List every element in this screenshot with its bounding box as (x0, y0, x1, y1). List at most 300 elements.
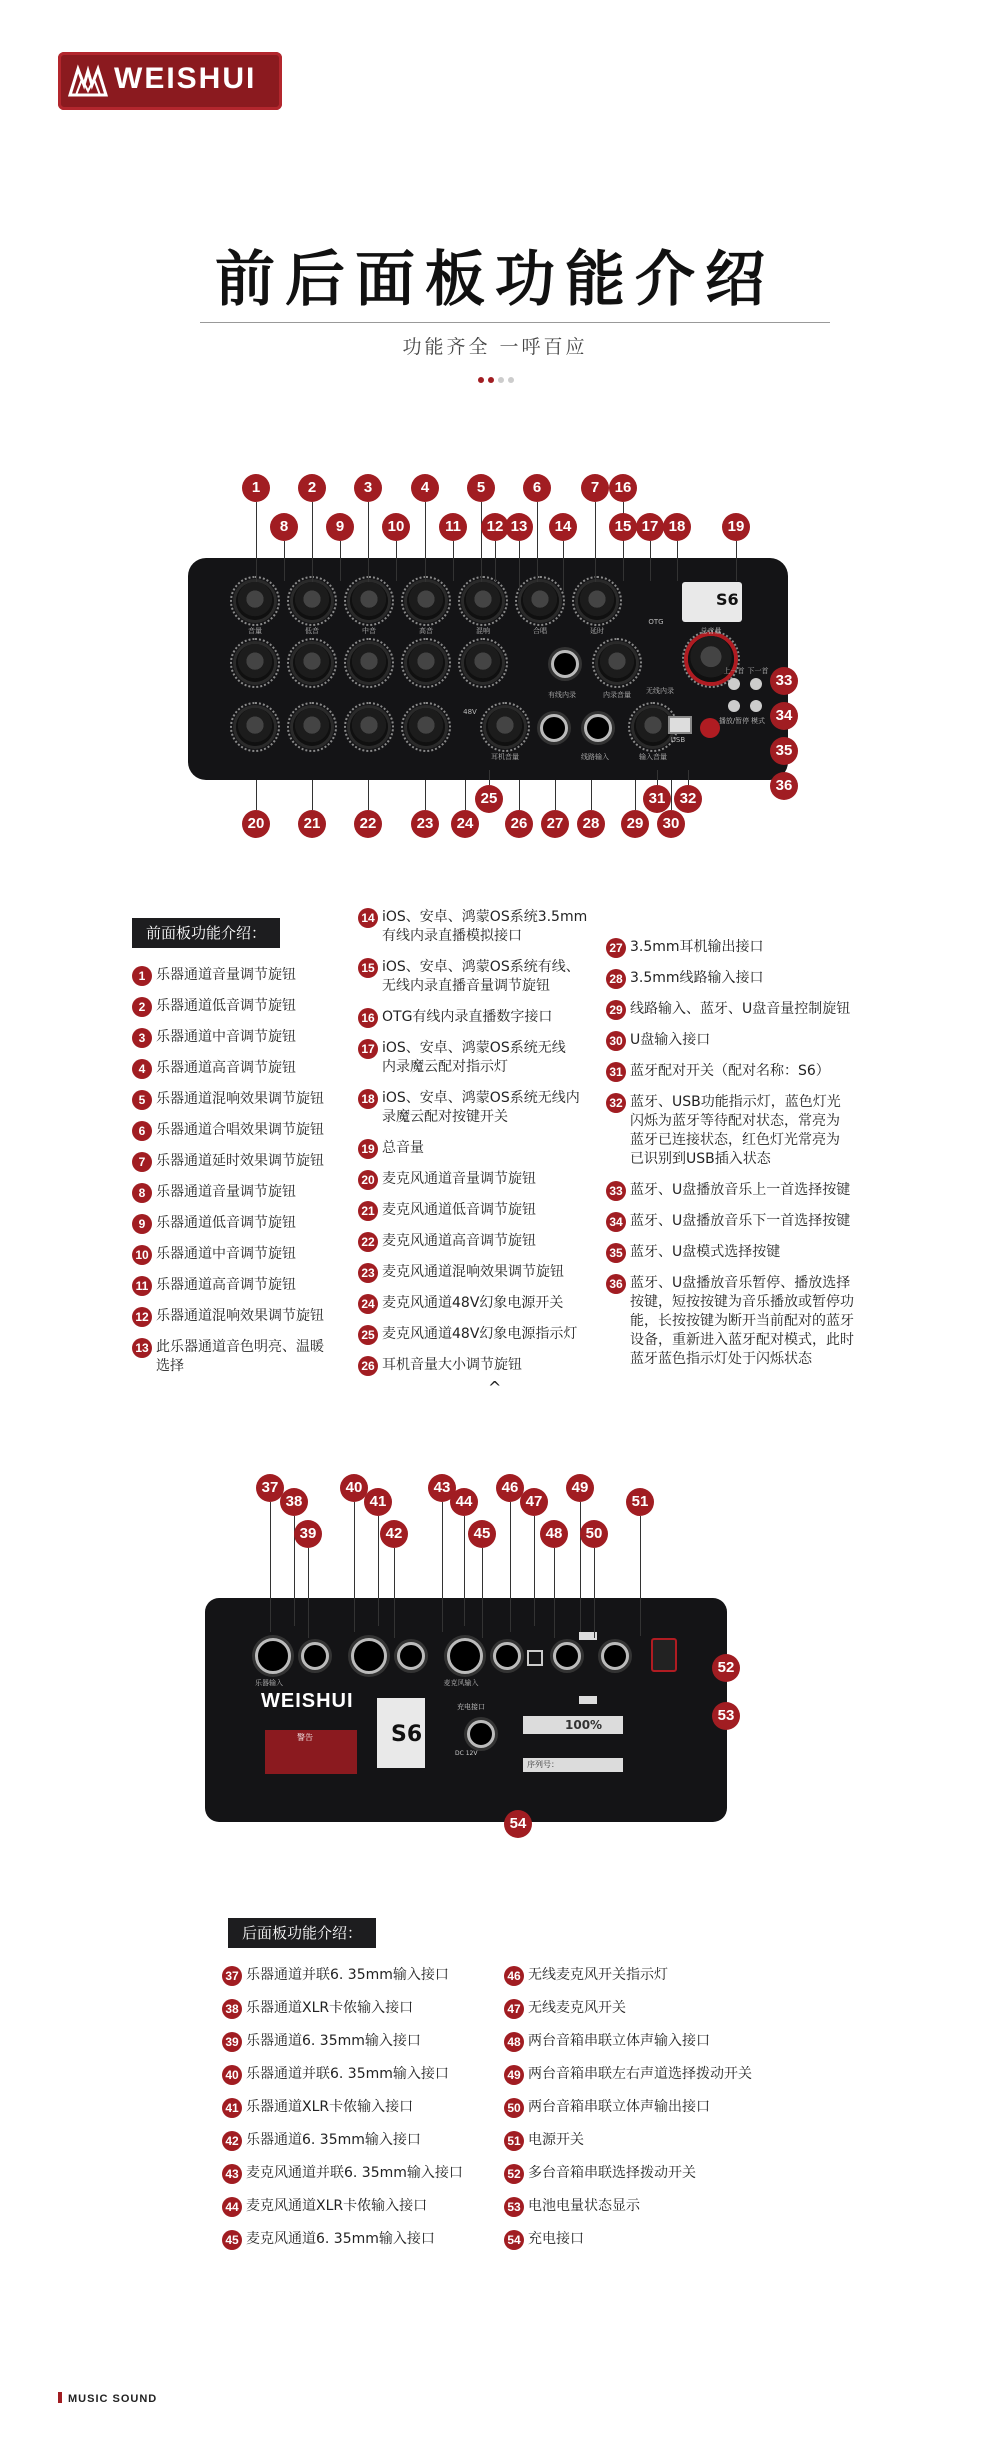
label-bt-rec: 有线内录 (548, 691, 576, 699)
knob-instrument2-treble[interactable] (407, 644, 445, 682)
label-mode: 模式 (751, 717, 765, 725)
jack-mic-635-parallel[interactable] (447, 1638, 483, 1674)
legend-item-47 (504, 1999, 794, 2018)
legend-number: 26 (358, 1356, 378, 1376)
callout-line (465, 780, 466, 810)
callout-line (378, 1516, 379, 1626)
knob-headphone-volume[interactable] (486, 708, 524, 746)
label-master: 总音量 (700, 627, 722, 635)
legend-number: 53 (504, 2197, 524, 2217)
legend-text: 乐器通道音量调节旋钮 (156, 967, 296, 983)
legend-item-6 (132, 1121, 352, 1140)
legend-text: 麦克风通道6. 35mm输入接口 (246, 2231, 435, 2247)
callout-line (635, 780, 636, 810)
legend-text: 乐器通道延时效果调节旋钮 (156, 1153, 324, 1169)
knob-instrument2-reverb[interactable] (464, 644, 502, 682)
knob-mic-treble[interactable] (350, 708, 388, 746)
legend-number: 54 (504, 2230, 524, 2250)
callout-line (340, 541, 341, 581)
legend-item-44 (222, 2197, 482, 2216)
legend-text: 麦克风通道音量调节旋钮 (382, 1171, 536, 1187)
legend-text: 乐器通道XLR卡侬输入接口 (246, 2000, 414, 2016)
callout-line (284, 541, 285, 581)
legend-text: 两台音箱串联立体声输入接口 (528, 2033, 710, 2049)
legend-text: 乐器通道混响效果调节旋钮 (156, 1308, 324, 1324)
legend-item-34 (606, 1212, 896, 1231)
legend-number: 11 (132, 1276, 152, 1296)
legend-item-31 (606, 1062, 896, 1081)
legend-text: 无线麦克风开关 (528, 2000, 626, 2016)
callout-line (623, 541, 624, 581)
legend-text: 麦克风通道并联6. 35mm输入接口 (246, 2165, 463, 2181)
legend-number: 36 (606, 1274, 626, 1294)
legend-item-2 (132, 997, 352, 1016)
legend-text: 麦克风通道低音调节旋钮 (382, 1202, 536, 1218)
page-title: 前后面板功能介绍 (215, 245, 775, 315)
callout-badge-32: 32 (674, 785, 702, 813)
mode-button[interactable] (750, 700, 762, 712)
legend-text: 乐器通道6. 35mm输入接口 (246, 2132, 421, 2148)
legend-text: 乐器通道XLR卡侬输入接口 (246, 2099, 414, 2115)
callout-line (595, 502, 596, 582)
callout-badge-13: 13 (505, 513, 533, 541)
legend-number: 49 (504, 2065, 524, 2085)
knob-instrument-treble[interactable] (407, 582, 445, 620)
legend-text: iOS、安卓、鸿蒙OS系统有线、 无线内录直播音量调节旋钮 (382, 959, 580, 994)
callout-badge-17: 17 (636, 513, 664, 541)
callout-badge-26: 26 (505, 810, 533, 838)
legend-number: 33 (606, 1181, 626, 1201)
knob-mic-reverb[interactable] (407, 708, 445, 746)
callout-line (312, 780, 313, 810)
callout-badge-4: 4 (411, 474, 439, 502)
dot (488, 377, 494, 383)
legend-text: 麦克风通道48V幻象电源开关 (382, 1295, 564, 1311)
play-button[interactable] (728, 700, 740, 712)
legend-number: 32 (606, 1093, 626, 1113)
legend-text: 乐器通道中音调节旋钮 (156, 1246, 296, 1262)
jack-headphone-out[interactable] (540, 714, 568, 742)
callout-line (510, 1502, 511, 1632)
legend-item-11 (132, 1276, 352, 1295)
legend-number: 17 (358, 1039, 378, 1059)
legend-number: 15 (358, 958, 378, 978)
legend-item-39 (222, 2032, 482, 2051)
callout-line (657, 770, 658, 785)
next-button[interactable] (750, 678, 762, 690)
callout-badge-14: 14 (549, 513, 577, 541)
callout-badge-25: 25 (475, 785, 503, 813)
front-panel (188, 558, 788, 780)
jack-inst2-635[interactable] (397, 1642, 425, 1670)
legend-item-46 (504, 1966, 794, 1985)
legend-item-20 (358, 1170, 608, 1189)
legend-number: 23 (358, 1263, 378, 1283)
legend-number: 6 (132, 1121, 152, 1141)
legend-item-26 (358, 1356, 608, 1375)
callout-badge-9: 9 (326, 513, 354, 541)
knob-instrument-bass[interactable] (293, 582, 331, 620)
legend-item-15 (358, 958, 608, 996)
label-delay: 延时 (590, 627, 604, 635)
legend-item-41 (222, 2098, 482, 2117)
callout-line (368, 780, 369, 810)
legend-text: 乐器通道音量调节旋钮 (156, 1184, 296, 1200)
legend-item-35 (606, 1243, 896, 1262)
callout-line (308, 1548, 309, 1638)
callout-badge-42: 42 (380, 1520, 408, 1548)
legend-number: 16 (358, 1008, 378, 1028)
legend-item-24 (358, 1294, 608, 1313)
callout-badge-38: 38 (280, 1488, 308, 1516)
callout-line (481, 502, 482, 582)
legend-number: 51 (504, 2131, 524, 2151)
callout-line (396, 541, 397, 581)
callout-line (256, 780, 257, 810)
label-vol: 音量 (248, 627, 262, 635)
callout-line (671, 780, 672, 810)
legend-number: 52 (504, 2164, 524, 2184)
legend-item-7 (132, 1152, 352, 1171)
legend-text: 麦克风通道高音调节旋钮 (382, 1233, 536, 1249)
callout-line (442, 1502, 443, 1632)
jack-stereo-in[interactable] (553, 1642, 581, 1670)
callout-badge-36: 36 (770, 772, 798, 800)
callout-badge-7: 7 (581, 474, 609, 502)
callout-line (394, 1548, 395, 1638)
callout-line (495, 541, 496, 581)
knob-instrument-reverb[interactable] (464, 582, 502, 620)
legend-number: 48 (504, 2032, 524, 2052)
callout-badge-16: 16 (609, 474, 637, 502)
label-chorus: 合唱 (533, 627, 547, 635)
callout-badge-33: 33 (770, 667, 798, 695)
warning-title: 警告 (297, 1733, 313, 1742)
page-subtitle: 功能齐全 一呼百应 (402, 336, 588, 358)
callout-badge-34: 34 (770, 702, 798, 730)
legend-text: 蓝牙、U盘模式选择按键 (630, 1244, 781, 1260)
legend-number: 13 (132, 1338, 152, 1358)
callout-line (650, 541, 651, 581)
label-bass: 低音 (305, 627, 319, 635)
legend-number: 50 (504, 2098, 524, 2118)
callout-badge-21: 21 (298, 810, 326, 838)
legend-number: 40 (222, 2065, 242, 2085)
scroll-caret: ^ (488, 1378, 502, 1397)
legend-item-14 (358, 908, 608, 946)
legend-text: 蓝牙、U盘播放音乐暂停、播放选择 按键，短按按键为音乐播放或暂停功 能，长按按键为断开当前配对的蓝牙 设备，重新进入蓝牙配对模式，此时 蓝牙蓝色指示灯处于闪烁状态 (630, 1275, 854, 1367)
rear-model: S6 (391, 1722, 423, 1747)
footer-text: MUSIC SOUND (68, 2393, 158, 2405)
knob-instrument2-volume[interactable] (236, 644, 274, 682)
legend-text: 此乐器通道音色明亮、温暖 选择 (156, 1339, 324, 1374)
legend-number: 8 (132, 1183, 152, 1203)
callout-line (368, 502, 369, 582)
legend-number: 27 (606, 938, 626, 958)
callout-badge-41: 41 (364, 1488, 392, 1516)
legend-number: 43 (222, 2164, 242, 2184)
legend-text: 麦克风通道XLR卡侬输入接口 (246, 2198, 428, 2214)
callout-badge-18: 18 (663, 513, 691, 541)
label-otg: OTG (648, 618, 664, 626)
legend-number: 46 (504, 1966, 524, 1986)
label-next: 下一首 (747, 667, 769, 675)
jack-inst2-635-parallel[interactable] (351, 1638, 387, 1674)
title-divider (200, 322, 830, 323)
callout-line (640, 1516, 641, 1636)
legend-number: 12 (132, 1307, 152, 1327)
legend-item-28 (606, 969, 896, 988)
callout-line (534, 1516, 535, 1626)
usb-port[interactable] (668, 716, 692, 734)
callout-line (489, 770, 490, 785)
callout-line (736, 541, 737, 581)
legend-text: 乐器通道混响效果调节旋钮 (156, 1091, 324, 1107)
wireless-mic-switch[interactable] (527, 1650, 543, 1666)
legend-item-4 (132, 1059, 352, 1078)
callout-badge-23: 23 (411, 810, 439, 838)
callout-line (519, 780, 520, 810)
callout-line (519, 541, 520, 591)
callout-line (425, 780, 426, 810)
legend-text: 蓝牙、USB功能指示灯，蓝色灯光 闪烁为蓝牙等待配对状态，常亮为 蓝牙已连接状态，红色灯光常亮为 已识别到USB插入状态 (630, 1094, 841, 1167)
dc-label: DC 12V (455, 1750, 478, 1757)
legend-item-19 (358, 1139, 608, 1158)
callout-badge-52: 52 (712, 1654, 740, 1682)
legend-number: 25 (358, 1325, 378, 1345)
callout-badge-37: 37 (256, 1474, 284, 1502)
callout-line (594, 1548, 595, 1638)
legend-number: 18 (358, 1089, 378, 1109)
legend-number: 47 (504, 1999, 524, 2019)
legend-text: U盘输入接口 (630, 1032, 711, 1048)
rear-brand: WEISHUI (261, 1690, 354, 1712)
knob-instrument-mid[interactable] (350, 582, 388, 620)
legend-number: 31 (606, 1062, 626, 1082)
callout-line (312, 502, 313, 582)
callout-line (256, 502, 257, 582)
callout-badge-39: 39 (294, 1520, 322, 1548)
legend-item-25 (358, 1325, 608, 1344)
legend-item-43 (222, 2164, 482, 2183)
callout-badge-35: 35 (770, 737, 798, 765)
legend-item-8 (132, 1183, 352, 1202)
legend-text: 乐器通道并联6. 35mm输入接口 (246, 1967, 449, 1983)
legend-text: 电池电量状态显示 (528, 2198, 640, 2214)
legend-text: 两台音箱串联左右声道选择拨动开关 (528, 2066, 752, 2082)
callout-badge-2: 2 (298, 474, 326, 502)
callout-badge-46: 46 (496, 1474, 524, 1502)
jack-inst1-635-parallel[interactable] (255, 1638, 291, 1674)
callout-line (554, 1548, 555, 1638)
callout-badge-30: 30 (657, 810, 685, 838)
legend-item-27 (606, 938, 896, 957)
page-dots (478, 368, 518, 376)
legend-item-5 (132, 1090, 352, 1109)
callout-badge-8: 8 (270, 513, 298, 541)
callout-badge-45: 45 (468, 1520, 496, 1548)
legend-text: iOS、安卓、鸿蒙OS系统3.5mm 有线内录直播模拟接口 (382, 909, 588, 944)
callout-badge-31: 31 (643, 785, 671, 813)
legend-text: iOS、安卓、鸿蒙OS系统无线 内录魔云配对指示灯 (382, 1040, 566, 1075)
legend-text: 乐器通道低音调节旋钮 (156, 998, 296, 1014)
callout-badge-50: 50 (580, 1520, 608, 1548)
legend-text: 3.5mm线路输入接口 (630, 970, 764, 986)
legend-text: 蓝牙配对开关（配对名称：S6） (630, 1063, 830, 1079)
legend-item-45 (222, 2230, 482, 2249)
callout-badge-6: 6 (523, 474, 551, 502)
legend-text: 线路输入、蓝牙、U盘音量控制旋钮 (630, 1001, 851, 1017)
callout-badge-19: 19 (722, 513, 750, 541)
legend-item-30 (606, 1031, 896, 1050)
dot (498, 377, 504, 383)
legend-text: 蓝牙、U盘播放音乐下一首选择按键 (630, 1213, 851, 1229)
knob-mic-bass[interactable] (293, 708, 331, 746)
legend-item-49 (504, 2065, 794, 2084)
legend-number: 37 (222, 1966, 242, 1986)
knob-instrument-delay[interactable] (578, 582, 616, 620)
legend-text: 乐器通道高音调节旋钮 (156, 1277, 296, 1293)
callout-line (591, 780, 592, 810)
rear-panel (205, 1598, 727, 1822)
callout-line (453, 541, 454, 581)
knob-live-volume[interactable] (598, 644, 636, 682)
callout-badge-47: 47 (520, 1488, 548, 1516)
legend-item-1 (132, 966, 352, 985)
jack-stereo-out[interactable] (601, 1642, 629, 1670)
legend-number: 24 (358, 1294, 378, 1314)
legend-text: 总音量 (382, 1140, 424, 1156)
legend-text: 电源开关 (528, 2132, 584, 2148)
legend-text: 蓝牙、U盘播放音乐上一首选择按键 (630, 1182, 851, 1198)
label-treble: 高音 (419, 627, 433, 635)
legend-text: 乐器通道低音调节旋钮 (156, 1215, 296, 1231)
legend-item-54 (504, 2230, 794, 2249)
legend-item-50 (504, 2098, 794, 2117)
legend-item-3 (132, 1028, 352, 1047)
callout-badge-22: 22 (354, 810, 382, 838)
label-inst-in: 乐器输入 (255, 1679, 283, 1687)
legend-text: 3.5mm耳机输出接口 (630, 939, 764, 955)
legend-item-32 (606, 1093, 896, 1169)
callout-line (688, 770, 689, 785)
dot (478, 377, 484, 383)
brand-mark-icon (68, 61, 108, 101)
charge-label: 充电接口 (457, 1703, 485, 1711)
dot (508, 377, 514, 383)
callout-badge-54: 54 (504, 1810, 532, 1838)
label-line-in: 线路输入 (581, 753, 609, 761)
legend-item-37 (222, 1966, 482, 1985)
legend-text: 乐器通道并联6. 35mm输入接口 (246, 2066, 449, 2082)
legend-number: 34 (606, 1212, 626, 1232)
legend-text: 两台音箱串联立体声输出接口 (528, 2099, 710, 2115)
label-mid: 中音 (362, 627, 376, 635)
legend-number: 21 (358, 1201, 378, 1221)
legend-number: 4 (132, 1059, 152, 1079)
callout-line (537, 502, 538, 582)
label-input-vol: 输入音量 (639, 753, 667, 761)
legend-number: 22 (358, 1232, 378, 1252)
power-switch[interactable] (651, 1638, 677, 1672)
knob-instrument-volume[interactable] (236, 582, 274, 620)
jack-inst1-635[interactable] (301, 1642, 329, 1670)
legend-item-42 (222, 2131, 482, 2150)
legend-text: 多台音箱串联选择拨动开关 (528, 2165, 696, 2181)
jack-mic-635[interactable] (493, 1642, 521, 1670)
legend-item-23 (358, 1263, 608, 1282)
callout-badge-53: 53 (712, 1702, 740, 1730)
brand-logo (58, 52, 282, 110)
legend-item-17 (358, 1039, 608, 1077)
legend-number: 39 (222, 2032, 242, 2052)
legend-number: 14 (358, 908, 378, 928)
legend-text: 乐器通道6. 35mm输入接口 (246, 2033, 421, 2049)
charge-port[interactable] (467, 1720, 495, 1748)
legend-text: 麦克风通道混响效果调节旋钮 (382, 1264, 564, 1280)
label-ear-vol: 耳机音量 (491, 753, 519, 761)
legend-item-38 (222, 1999, 482, 2018)
knob-instrument-chorus[interactable] (521, 582, 559, 620)
legend-number: 28 (606, 969, 626, 989)
callout-line (580, 1502, 581, 1632)
legend-number: 42 (222, 2131, 242, 2151)
legend-text: 无线麦克风开关指示灯 (528, 1967, 668, 1983)
legend-number: 10 (132, 1245, 152, 1265)
knob-instrument2-bass[interactable] (293, 644, 331, 682)
callout-badge-49: 49 (566, 1474, 594, 1502)
legend-item-33 (606, 1181, 896, 1200)
jack-line-in[interactable] (584, 714, 612, 742)
callout-badge-5: 5 (467, 474, 495, 502)
legend-number: 38 (222, 1999, 242, 2019)
knob-mic-volume[interactable] (236, 708, 274, 746)
legend-text: iOS、安卓、鸿蒙OS系统无线内 录魔云配对按键开关 (382, 1090, 580, 1125)
legend-number: 7 (132, 1152, 152, 1172)
legend-item-29 (606, 1000, 896, 1019)
legend-number: 29 (606, 1000, 626, 1020)
callout-line (555, 780, 556, 810)
knob-instrument2-mid[interactable] (350, 644, 388, 682)
legend-item-36 (606, 1274, 896, 1369)
callout-badge-28: 28 (577, 810, 605, 838)
label-wl-pair: 无线内录 (646, 687, 674, 695)
jack-35mm-live-in[interactable] (551, 650, 579, 678)
callout-badge-20: 20 (242, 810, 270, 838)
callout-line (563, 541, 564, 591)
legend-text: 麦克风通道48V幻象电源指示灯 (382, 1326, 578, 1342)
label-mic-in: 麦克风输入 (443, 1679, 479, 1687)
callout-badge-44: 44 (450, 1488, 478, 1516)
callout-badge-12: 12 (481, 513, 509, 541)
callout-line (464, 1516, 465, 1626)
legend-text: 耳机音量大小调节旋钮 (382, 1357, 522, 1373)
legend-number: 45 (222, 2230, 242, 2250)
serial-label: 序列号： (527, 1760, 559, 1769)
legend-item-21 (358, 1201, 608, 1220)
legend-item-18 (358, 1089, 608, 1127)
legend-number: 19 (358, 1139, 378, 1159)
legend-number: 30 (606, 1031, 626, 1051)
legend-number: 20 (358, 1170, 378, 1190)
legend-item-12 (132, 1307, 352, 1326)
legend-item-40 (222, 2065, 482, 2084)
label-wl-rec: 内录音量 (603, 691, 631, 699)
legend-item-9 (132, 1214, 352, 1233)
chain-switch[interactable] (579, 1696, 597, 1704)
prev-button[interactable] (728, 678, 740, 690)
legend-item-16 (358, 1008, 608, 1027)
